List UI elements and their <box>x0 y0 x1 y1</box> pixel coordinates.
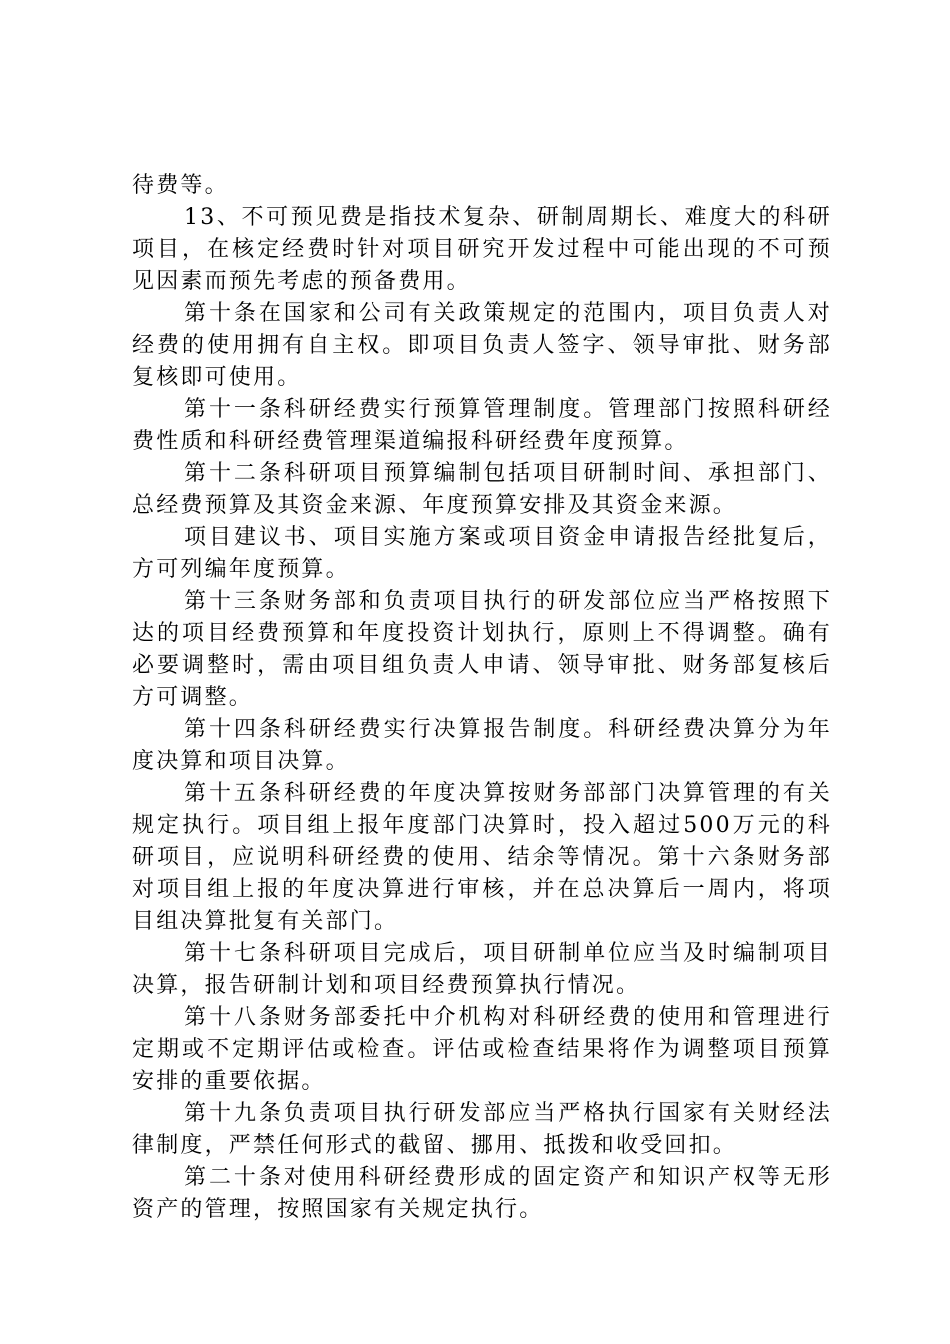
paragraph-12: 第十九条负责项目执行研发部应当严格执行国家有关财经法律制度，严禁任何形式的截留、挪用、抵拨和收受回扣。 <box>132 1101 832 1158</box>
paragraph-1: 待费等。 <box>132 173 229 198</box>
paragraph-13: 第二十条对使用科研经费形成的固定资产和知识产权等无形资产的管理，按照国家有关规定执行。 <box>132 1165 832 1222</box>
paragraph-6: 项目建议书、项目实施方案或项目资金申请报告经批复后，方可列编年度预算。 <box>132 525 832 582</box>
paragraph-3: 第十条在国家和公司有关政策规定的范围内，项目负责人对经费的使用拥有自主权。即项目负责人签字、领导审批、财务部复核即可使用。 <box>132 301 832 390</box>
paragraph-7: 第十三条财务部和负责项目执行的研发部位应当严格按照下达的项目经费预算和年度投资计划执行，原则上不得调整。确有必要调整时，需由项目组负责人申请、领导审批、财务部复核后方可调整。 <box>132 589 832 710</box>
paragraph-8: 第十四条科研经费实行决算报告制度。科研经费决算分为年度决算和项目决算。 <box>132 717 832 774</box>
paragraph-5: 第十二条科研项目预算编制包括项目研制时间、承担部门、总经费预算及其资金来源、年度预算安排及其资金来源。 <box>132 461 832 518</box>
paragraph-9: 第十五条科研经费的年度决算按财务部部门决算管理的有关规定执行。项目组上报年度部门决算时，投入超过500万元的科研项目，应说明科研经费的使用、结余等情况。第十六条财务部对项目组上报的年度决算进行审核，并在总决算后一周内，将项目组决算批复有关部门。 <box>132 781 832 934</box>
paragraph-11: 第十八条财务部委托中介机构对科研经费的使用和管理进行定期或不定期评估或检查。评估或检查结果将作为调整项目预算安排的重要依据。 <box>132 1005 832 1094</box>
paragraph-10: 第十七条科研项目完成后，项目研制单位应当及时编制项目决算，报告研制计划和项目经费预算执行情况。 <box>132 941 832 998</box>
document-body <box>132 170 832 1226</box>
paragraph-4: 第十一条科研经费实行预算管理制度。管理部门按照科研经费性质和科研经费管理渠道编报科研经费年度预算。 <box>132 397 832 454</box>
paragraph-2: 13、不可预见费是指技术复杂、研制周期长、难度大的科研项目，在核定经费时针对项目研究开发过程中可能出现的不可预见因素而预先考虑的预备费用。 <box>132 205 832 294</box>
